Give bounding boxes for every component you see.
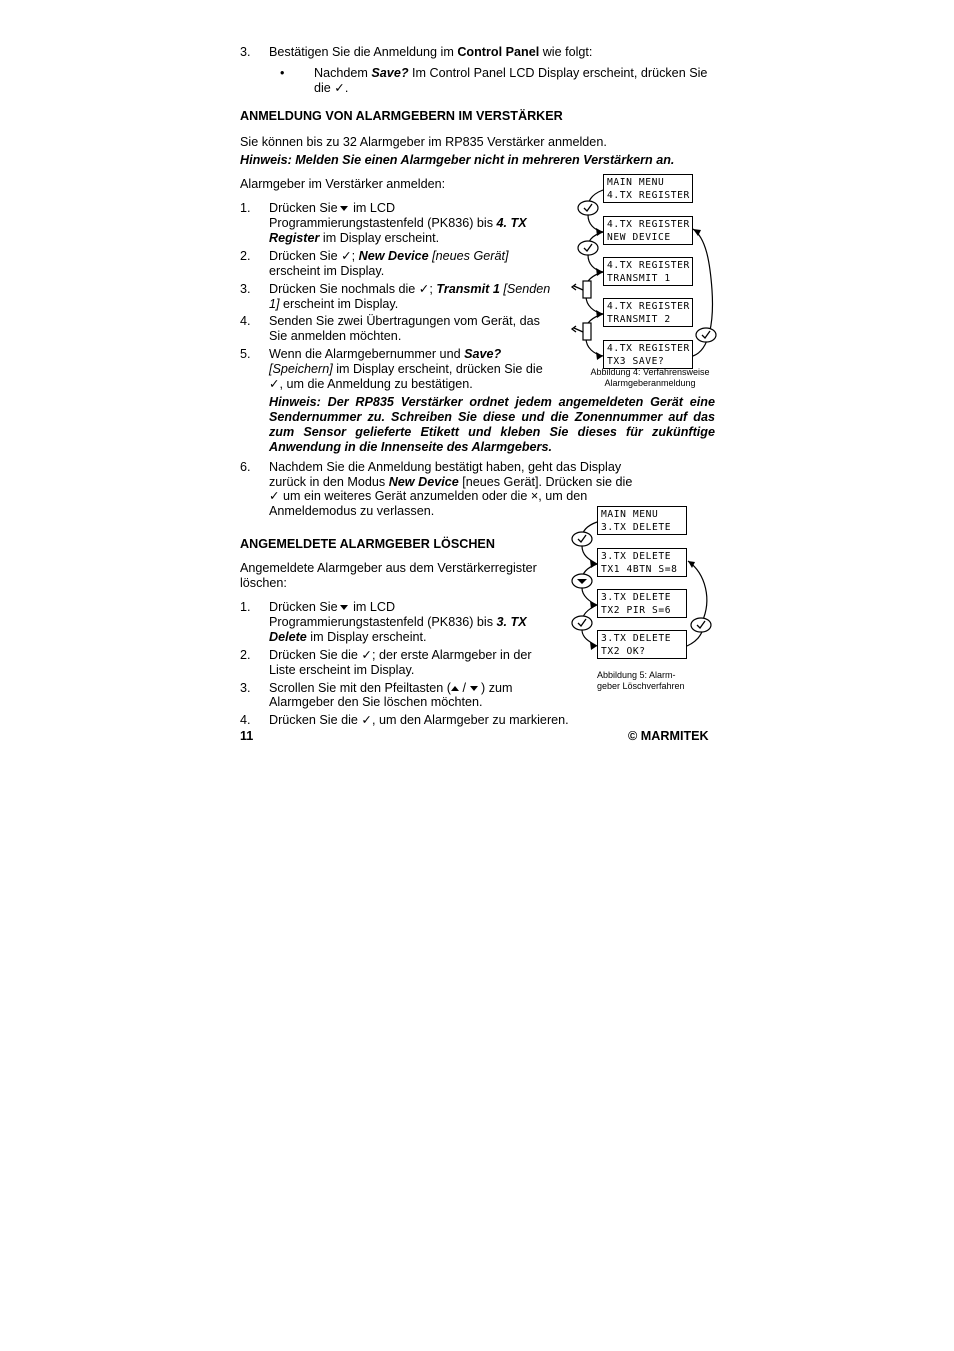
bullet-mark: • xyxy=(280,66,285,80)
step-number: 5. xyxy=(240,347,251,361)
step-line: Drücken Sie die ✓, um den Alarmgeber zu markieren. xyxy=(269,713,569,727)
step-line: erscheint im Display. xyxy=(269,264,385,278)
step-number: 2. xyxy=(240,249,251,263)
step-line: Anmeldemodus zu verlassen. xyxy=(269,504,435,518)
step-line: 1] erscheint im Display. xyxy=(269,297,399,311)
step-line: Wenn die Alarmgebernummer und Save? xyxy=(269,347,502,361)
lcd-screen: 4.TX REGISTER TX3 SAVE? xyxy=(603,340,693,369)
step-line: Programmierungstastenfeld (PK836) bis 3. TX xyxy=(269,615,527,629)
step-number: 3. xyxy=(240,681,251,695)
step-line: ✓ um ein weiteres Gerät anzumelden oder die ×, um den xyxy=(269,489,588,503)
step-line: [Speichern] im Display erscheint, drücken Sie die xyxy=(269,362,543,376)
lcd-screen: MAIN MENU 3.TX DELETE xyxy=(597,506,687,535)
step-text: Bestätigen Sie die Anmeldung im Control Panel wie folgt: xyxy=(269,45,593,59)
step-line: Senden Sie zwei Übertragungen vom Gerät, das xyxy=(269,314,540,328)
step-line: Drücken Sie im LCD xyxy=(269,201,396,215)
step-number: 6. xyxy=(240,460,251,474)
lcd-screen: 3.TX DELETE TX2 PIR S=6 xyxy=(597,589,687,618)
step-number: 1. xyxy=(240,201,251,215)
step-line: Nachdem Sie die Anmeldung bestätigt haben, geht das Display xyxy=(269,460,622,474)
step-number: 4. xyxy=(240,713,251,727)
step-number: 1. xyxy=(240,600,251,614)
lcd-screen: 4.TX REGISTER NEW DEVICE xyxy=(603,216,693,245)
step-line: Drücken Sie die ✓; der erste Alarmgeber in der xyxy=(269,648,532,662)
bullet-text-line2: die ✓. xyxy=(314,81,349,95)
lcd-screen: 3.TX DELETE TX1 4BTN S=8 xyxy=(597,548,687,577)
bullet-text: Nachdem Save? Im Control Panel LCD Display erscheint, drücken Sie xyxy=(314,66,708,80)
step-line: Scrollen Sie mit den Pfeiltasten ( / ) zum xyxy=(269,681,513,695)
step-line: Drücken Sie im LCD xyxy=(269,600,396,614)
step-line: Register im Display erscheint. xyxy=(269,231,440,245)
down-arrow-icon xyxy=(340,605,348,610)
step-number: 2. xyxy=(240,648,251,662)
down-arrow-icon xyxy=(470,686,478,691)
step-number: 3. xyxy=(240,282,251,296)
figure-caption: Abbildung 5: Alarm- geber Löschverfahren xyxy=(597,670,685,691)
step-line: Programmierungstastenfeld (PK836) bis 4. TX xyxy=(269,216,527,230)
section-intro: Sie können bis zu 32 Alarmgeber im RP835 Verstärker anmelden. xyxy=(240,135,607,149)
step-line: Drücken Sie ✓; New Device [neues Gerät] xyxy=(269,249,509,263)
lcd-screen: MAIN MENU 4.TX REGISTER xyxy=(603,174,693,203)
section-heading-register: ANMELDUNG VON ALARMGEBERN IM VERSTÄRKER xyxy=(240,109,563,123)
step-number: 3. xyxy=(240,45,251,59)
step-line: Drücken Sie nochmals die ✓; Transmit 1 [Senden xyxy=(269,282,551,296)
brand-footer: © MARMITEK xyxy=(628,729,709,743)
step-line: Sie anmelden möchten. xyxy=(269,329,402,343)
section-intro: Angemeldete Alarmgeber aus dem Verstärkerregister xyxy=(240,561,537,575)
lcd-screen: 4.TX REGISTER TRANSMIT 2 xyxy=(603,298,693,327)
step-line: Liste erscheint im Display. xyxy=(269,663,415,677)
figure-caption: Abbildung 4: Verfahrensweise Alarmgeberanmeldung xyxy=(590,367,710,388)
lead-text: Alarmgeber im Verstärker anmelden: xyxy=(240,177,446,191)
lcd-screen: 3.TX DELETE TX2 OK? xyxy=(597,630,687,659)
step-line: Alarmgeber den Sie löschen möchten. xyxy=(269,695,483,709)
step-line: zurück in den Modus New Device [neues Gerät]. Drücken sie die xyxy=(269,475,633,489)
up-arrow-icon xyxy=(451,686,459,691)
note-paragraph: Hinweis: Der RP835 Verstärker ordnet jedem angemeldeten Gerät eine Sendernummer zu. Schreiben Sie diese und die Zonennummer auf das zum Sensor gelieferte Etikett und kleben Sie dieses für zukünftige Anwendung in die Innenseite des Alarmgebers. xyxy=(269,395,715,454)
page-number: 11 xyxy=(240,729,254,743)
hinweis: Hinweis: Melden Sie einen Alarmgeber nicht in mehreren Verstärkern an. xyxy=(240,153,675,167)
step-line: Delete im Display erscheint. xyxy=(269,630,427,644)
step-number: 4. xyxy=(240,314,251,328)
section-intro: löschen: xyxy=(240,576,287,590)
section-heading-delete: ANGEMELDETE ALARMGEBER LÖSCHEN xyxy=(240,537,495,551)
lcd-screen: 4.TX REGISTER TRANSMIT 1 xyxy=(603,257,693,286)
step-line: ✓, um die Anmeldung zu bestätigen. xyxy=(269,377,473,391)
